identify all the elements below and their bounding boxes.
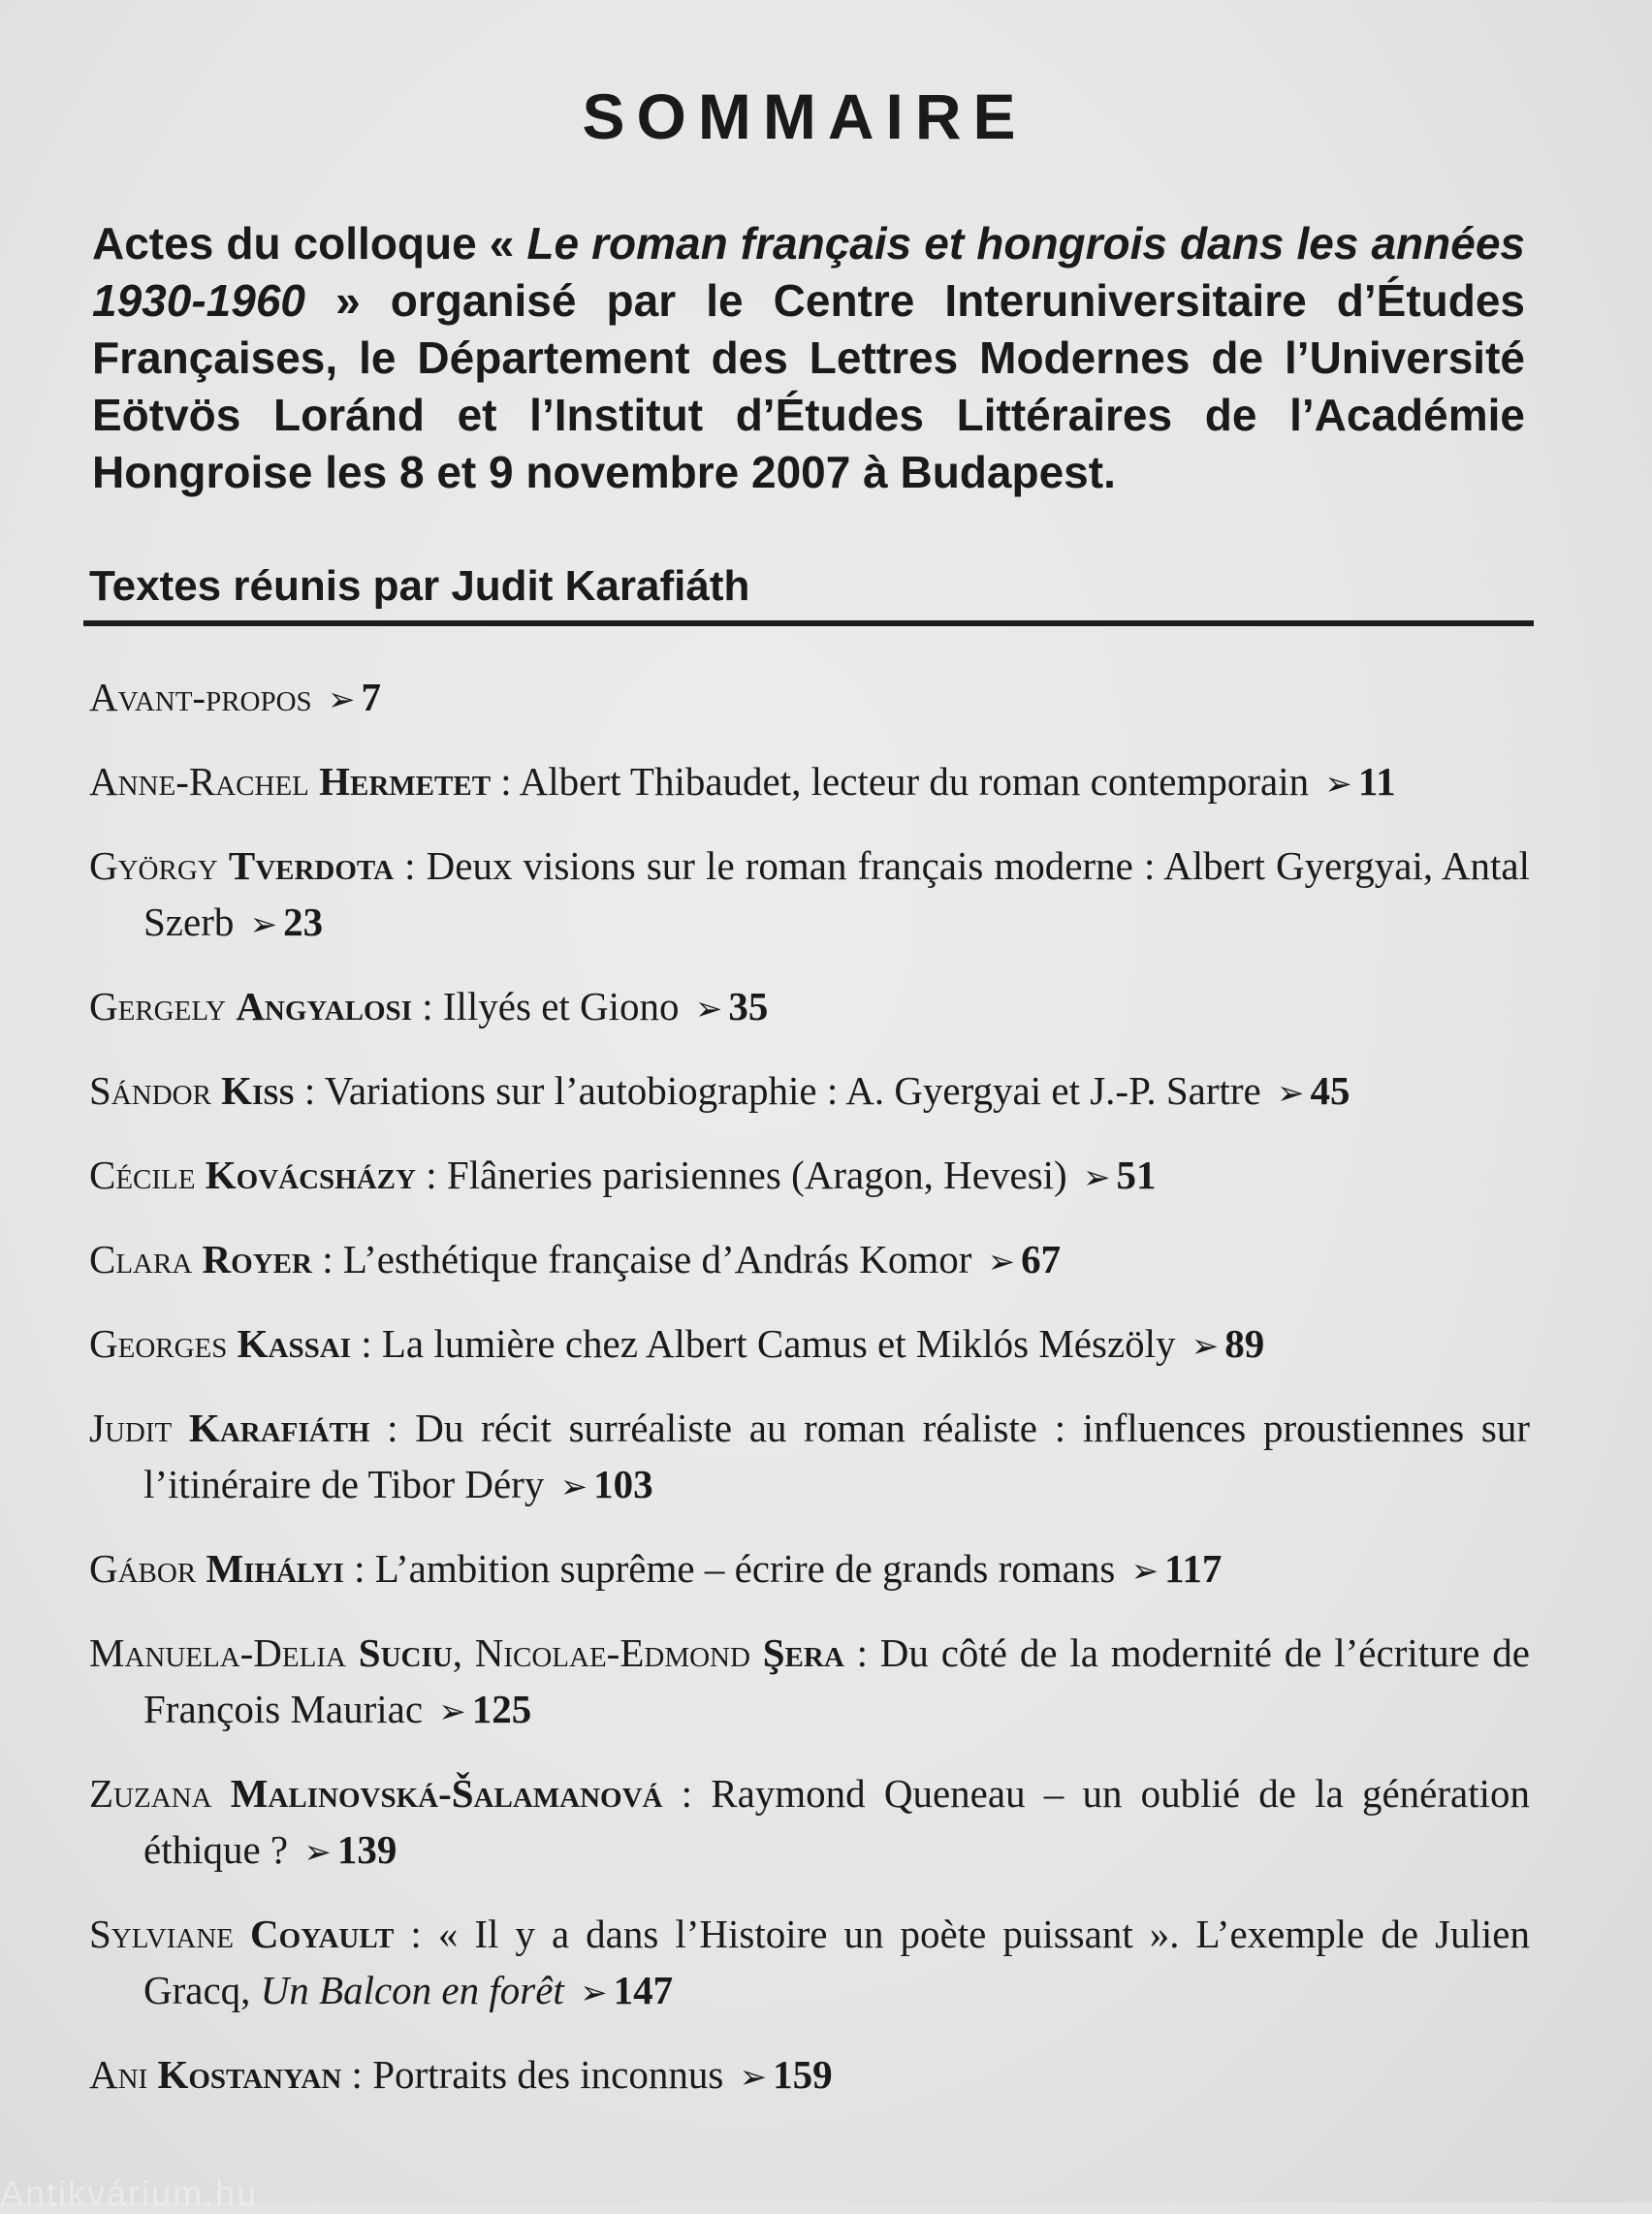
author-surname: Kiss <box>221 1068 295 1113</box>
article-title: : Du côté de la modernité de l’écriture de François Mauriac <box>143 1630 1530 1731</box>
arrow-icon: ➢ <box>1324 765 1352 804</box>
arrow-icon: ➢ <box>1191 1327 1220 1366</box>
article-title: : Albert Thibaudet, lecteur du roman contemporain <box>491 759 1310 804</box>
page-number: 51 <box>1116 1153 1157 1197</box>
author-first-name: Ani <box>89 2052 148 2097</box>
page-number: 35 <box>728 984 769 1028</box>
author-surname: Coyault <box>250 1912 395 1956</box>
toc-entry-suciu-sera[interactable] <box>89 1625 1530 1740</box>
toc-entry-kovacshazy[interactable] <box>89 1147 1530 1206</box>
author-first-name: Sándor <box>89 1068 211 1113</box>
article-title: : Portraits des inconnus <box>341 2052 724 2097</box>
author-first-name: Gergely <box>89 984 227 1028</box>
page-number: 159 <box>773 2052 833 2097</box>
table-of-contents <box>89 669 1530 2131</box>
watermark: Antikvárium.hu <box>0 2173 259 2213</box>
second-author-first-name: , Nicolae-Edmond <box>452 1630 750 1675</box>
article-title: : Deux visions sur le roman français moderne : Albert Gyergyai, Antal Szerb <box>143 843 1531 944</box>
page-number: 7 <box>361 675 381 719</box>
toc-entry-malinovska-salamanova[interactable] <box>89 1765 1530 1881</box>
colloquium-title: Le roman français et hongrois dans les années 1930-1960 <box>92 218 1526 326</box>
arrow-icon: ➢ <box>1276 1074 1305 1113</box>
arrow-icon: ➢ <box>249 905 278 944</box>
page-number: 117 <box>1164 1546 1223 1591</box>
arrow-icon: ➢ <box>580 1974 608 2012</box>
author-first-name: Manuela-Delia <box>89 1630 346 1675</box>
author-surname: Mihályi <box>206 1546 344 1591</box>
page-number: 139 <box>336 1827 397 1872</box>
author-first-name: Clara <box>89 1237 193 1281</box>
toc-entry-angyalosi[interactable] <box>89 978 1530 1037</box>
second-author-surname: Şera <box>762 1630 844 1675</box>
article-title: : Illyés et Giono <box>411 984 680 1028</box>
page-number: 125 <box>471 1687 532 1731</box>
author-surname: Kostanyan <box>157 2052 342 2097</box>
article-title: : Variations sur l’autobiographie : A. Gyergyai et J.-P. Sartre <box>294 1068 1261 1113</box>
author-surname: Malinovská-Šalamanová <box>230 1771 663 1816</box>
author-first-name: Anne-Rachel <box>89 759 309 804</box>
arrow-icon: ➢ <box>559 1468 588 1506</box>
article-title: : « Il y a dans l’Histoire un poète puissant ». L’exemple de Julien Gracq, <box>143 1912 1531 2012</box>
article-title: : L’ambition suprême – écrire de grands romans <box>343 1546 1116 1591</box>
author-surname: Kovácsházy <box>205 1153 416 1197</box>
author-first-name: Gábor <box>89 1546 197 1591</box>
article-title: : Flâneries parisiennes (Aragon, Hevesi) <box>415 1153 1067 1197</box>
article-title: : Du récit surréaliste au roman réaliste : influences proustiennes sur l’itinéraire de Tibor Déry <box>143 1406 1531 1506</box>
page-number: 67 <box>1021 1237 1062 1281</box>
page-title: SOMMAIRE <box>582 80 1028 152</box>
toc-entry-mihalyi[interactable] <box>89 1540 1530 1599</box>
author-first-name: György <box>89 843 218 888</box>
author-first-name: Judit <box>89 1406 173 1450</box>
article-title: : La lumière chez Albert Camus et Miklós Mészöly <box>350 1321 1176 1366</box>
arrow-icon: ➢ <box>327 680 356 719</box>
page-number: 11 <box>1357 759 1396 804</box>
author-surname: Karafiáth <box>188 1406 370 1450</box>
author-surname: Royer <box>202 1237 312 1281</box>
author-surname: Hermetet <box>319 759 492 804</box>
toc-entry-karafiath[interactable] <box>89 1400 1530 1515</box>
page-number: 103 <box>593 1462 653 1506</box>
arrow-icon: ➢ <box>438 1692 466 1731</box>
toc-entry-kiss[interactable] <box>89 1062 1530 1122</box>
author-first-name: Sylviane <box>89 1912 234 1956</box>
page-number: 45 <box>1310 1068 1350 1113</box>
intro-text-start: Actes du colloque « <box>92 218 527 269</box>
arrow-icon: ➢ <box>303 1833 332 1872</box>
intro-text-end: » organisé par le Centre Interuniversitaire d’Études Françaises, le Département des Lettres Modernes de l’Université Eötvös Loránd et l’Institut d’Études Littéraires de l’Académie Hongroise les 8 et 9 novembre 2007 à Budapest. <box>92 275 1525 497</box>
toc-entry-avant-propos[interactable] <box>89 669 1530 728</box>
author-surname: Kassai <box>237 1321 351 1366</box>
author-first-name: Zuzana <box>89 1771 212 1816</box>
author-first-name: Georges <box>89 1321 228 1366</box>
toc-entry-tverdota[interactable] <box>89 838 1530 953</box>
editor-credit: Textes réunis par Judit Karafiáth <box>89 562 750 610</box>
author-surname: Suciu <box>358 1630 453 1675</box>
page-number: 89 <box>1224 1321 1265 1366</box>
toc-entry-kostanyan[interactable] <box>89 2046 1530 2105</box>
article-title: : Raymond Queneau – un oublié de la génération éthique ? <box>143 1771 1531 1872</box>
toc-entry-kassai[interactable] <box>89 1315 1530 1375</box>
article-title: : L’esthétique française d’András Komor <box>311 1237 972 1281</box>
author-first-name: Cécile <box>89 1153 196 1197</box>
book-title: Un Balcon en forêt <box>260 1968 564 2012</box>
entry-heading: Avant-propos <box>89 675 312 719</box>
arrow-icon: ➢ <box>1130 1552 1160 1591</box>
arrow-icon: ➢ <box>1082 1158 1111 1197</box>
arrow-icon: ➢ <box>694 990 723 1028</box>
author-surname: Tverdota <box>228 843 395 888</box>
toc-entry-hermetet[interactable] <box>89 753 1530 812</box>
page-number: 23 <box>283 900 324 944</box>
arrow-icon: ➢ <box>739 2058 768 2097</box>
toc-entry-coyault[interactable] <box>89 1906 1530 2021</box>
arrow-icon: ➢ <box>987 1243 1016 1281</box>
colloquium-description <box>92 215 1525 501</box>
page-number: 147 <box>613 1968 674 2012</box>
section-divider <box>83 620 1534 626</box>
toc-entry-royer[interactable] <box>89 1231 1530 1290</box>
author-surname: Angyalosi <box>236 984 412 1028</box>
